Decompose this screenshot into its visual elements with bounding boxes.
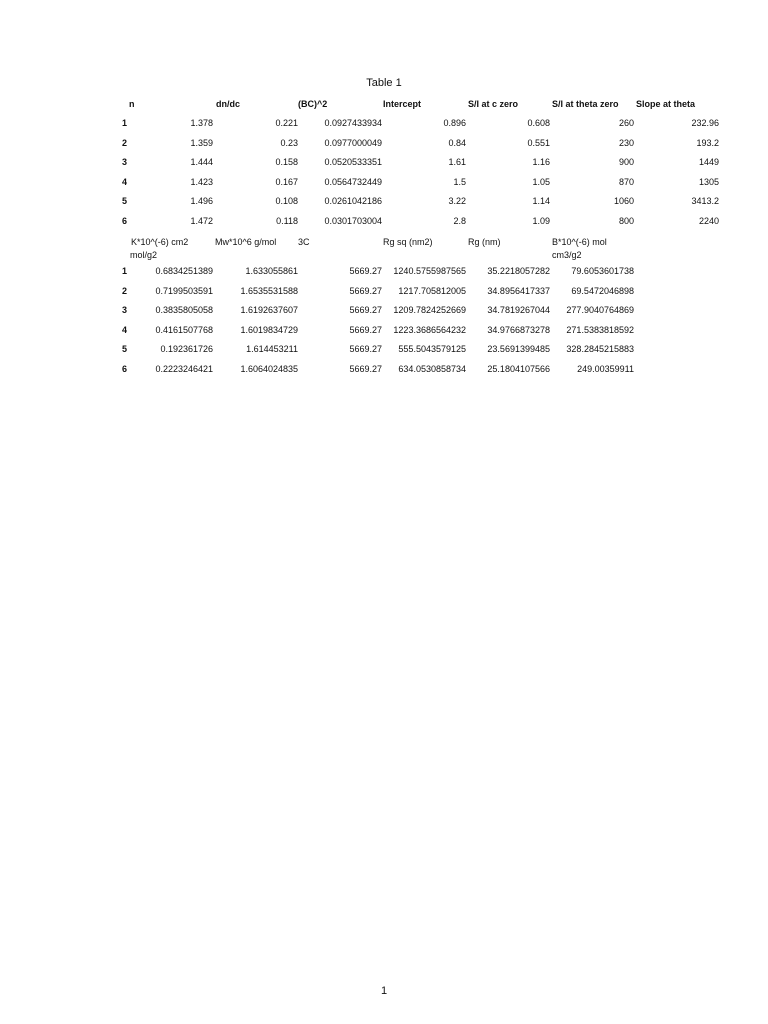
table-cell: 79.6053601738 [571, 266, 634, 276]
table-cell: 1240.5755987565 [393, 266, 466, 276]
t2-header-3c: 3C [298, 237, 310, 247]
table-cell: 0.84 [448, 138, 466, 148]
table-cell: 34.8956417337 [487, 286, 550, 296]
row-number: 4 [122, 325, 128, 335]
table1-header-cell: Slope at theta [636, 99, 696, 109]
table-cell: 5669.27 [349, 344, 382, 354]
table-cell: 1.496 [190, 196, 213, 206]
table-cell: 1.05 [532, 177, 550, 187]
table-cell: 3.22 [448, 196, 466, 206]
table-cell: 34.7819267044 [487, 305, 550, 315]
row-number: 1 [122, 118, 128, 128]
table-cell: 1.444 [190, 157, 213, 167]
table-cell: 0.3835805058 [155, 305, 213, 315]
table-cell: 1.61 [448, 157, 466, 167]
row-number: 4 [122, 177, 128, 187]
table-cell: 0.0977000049 [324, 138, 382, 148]
table-cell: 260 [618, 118, 634, 128]
table-cell: 0.896 [443, 118, 466, 128]
table-cell: 2.8 [453, 216, 466, 226]
table-cell: 34.9766873278 [487, 325, 550, 335]
table-cell: 0.0564732449 [324, 177, 382, 187]
table-cell: 271.5383818592 [566, 325, 634, 335]
table-cell: 0.221 [275, 118, 298, 128]
table-cell: 0.108 [275, 196, 298, 206]
t2-header-k-unit: mol/g2 [130, 250, 158, 260]
table-cell: 1217.705812005 [398, 286, 466, 296]
table-cell: 69.5472046898 [571, 286, 634, 296]
table-cell: 193.2 [696, 138, 719, 148]
t2-header-k: K*10^(-6) cm2 [131, 237, 189, 247]
table-cell: 0.6834251389 [155, 266, 213, 276]
t2-header-mw: Mw*10^6 g/mol [215, 237, 277, 247]
table-cell: 230 [618, 138, 634, 148]
table-cell: 1.6019834729 [240, 325, 298, 335]
row-number: 3 [122, 305, 128, 315]
table-cell: 35.2218057282 [487, 266, 550, 276]
table-cell: 0.7199503591 [155, 286, 213, 296]
table-cell: 1.423 [190, 177, 213, 187]
table-cell: 0.0261042186 [324, 196, 382, 206]
row-number: 6 [122, 216, 128, 226]
table-cell: 1.359 [190, 138, 213, 148]
table-cell: 634.0530858734 [398, 364, 466, 374]
table-cell: 1.09 [532, 216, 550, 226]
table-cell: 2240 [698, 216, 719, 226]
t2-header-rg: Rg (nm) [468, 237, 501, 247]
table1-header-cell: dn/dc [216, 99, 240, 109]
row-number: 2 [122, 286, 128, 296]
table-cell: 1449 [698, 157, 719, 167]
table-cell: 0.0301703004 [324, 216, 382, 226]
table-cell: 0.4161507768 [155, 325, 213, 335]
table-cell: 5669.27 [349, 325, 382, 335]
table-title: Table 1 [366, 77, 402, 89]
row-number: 2 [122, 138, 128, 148]
row-number: 5 [122, 196, 128, 206]
table-cell: 1060 [613, 196, 634, 206]
table-cell: 0.608 [527, 118, 550, 128]
table-cell: 1.16 [532, 157, 550, 167]
table-cell: 5669.27 [349, 364, 382, 374]
table-cell: 1209.7824252669 [393, 305, 466, 315]
t2-header-rg-sq: Rg sq (nm2) [383, 237, 433, 247]
table-cell: 0.158 [275, 157, 298, 167]
table-cell: 870 [618, 177, 634, 187]
table1-header-cell: S/I at theta zero [552, 99, 619, 109]
table1-header-cell: Intercept [383, 99, 422, 109]
t2-header-b-unit: cm3/g2 [552, 250, 582, 260]
table-cell: 1.14 [532, 196, 550, 206]
table-cell: 1.472 [190, 216, 213, 226]
table1-header-cell: n [129, 99, 135, 109]
table-cell: 1305 [698, 177, 719, 187]
table-cell: 277.9040764869 [566, 305, 634, 315]
table-cell: 232.96 [691, 118, 719, 128]
table1-header-cell: (BC)^2 [298, 99, 328, 109]
table-cell: 0.118 [276, 216, 298, 226]
table-cell: 0.192361726 [160, 344, 213, 354]
table-cell: 1223.3686564232 [393, 325, 466, 335]
table-cell: 1.6064024835 [240, 364, 298, 374]
table-cell: 1.6535531588 [240, 286, 298, 296]
table-cell: 5669.27 [349, 266, 382, 276]
table-cell: 249.00359911 [577, 364, 634, 374]
table-cell: 0.23 [280, 138, 298, 148]
row-number: 1 [122, 266, 128, 276]
table-cell: 0.551 [527, 138, 550, 148]
table-cell: 25.1804107566 [487, 364, 550, 374]
table-cell: 1.614453211 [246, 344, 298, 354]
row-number: 3 [122, 157, 128, 167]
table-cell: 1.378 [190, 118, 213, 128]
page-number: 1 [380, 985, 388, 997]
table-cell: 3413.2 [691, 196, 719, 206]
table-cell: 1.633055861 [245, 266, 298, 276]
table-cell: 328.2845215883 [566, 344, 634, 354]
table-cell: 5669.27 [349, 286, 382, 296]
table-cell: 1.6192637607 [240, 305, 298, 315]
table1-header-cell: S/I at c zero [468, 99, 519, 109]
row-number: 6 [122, 364, 128, 374]
row-number: 5 [122, 344, 128, 354]
table-cell: 1.5 [453, 177, 466, 187]
table-cell: 0.0927433934 [324, 118, 382, 128]
table-cell: 800 [618, 216, 634, 226]
table-cell: 0.167 [275, 177, 298, 187]
table-cell: 5669.27 [349, 305, 382, 315]
table-cell: 555.5043579125 [398, 344, 466, 354]
table-cell: 23.5691399485 [487, 344, 550, 354]
t2-header-b: B*10^(-6) mol [552, 237, 607, 247]
table-cell: 0.0520533351 [324, 157, 382, 167]
table-cell: 0.2223246421 [155, 364, 213, 374]
table-cell: 900 [618, 157, 634, 167]
